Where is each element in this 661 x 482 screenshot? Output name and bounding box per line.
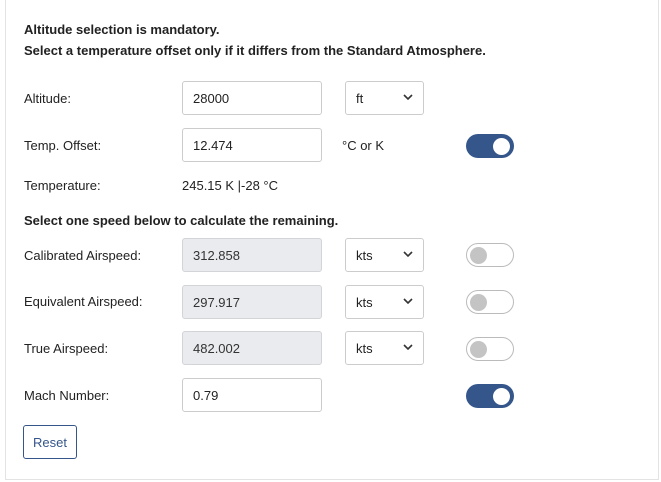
- toggle-knob: [493, 138, 510, 155]
- temp-offset-label: Temp. Offset:: [24, 138, 102, 153]
- equivalent-airspeed-input: [182, 285, 322, 319]
- speed-hint: Select one speed below to calculate the remaining.: [24, 213, 339, 228]
- equivalent-airspeed-unit-select[interactable]: [345, 285, 424, 319]
- true-airspeed-unit-select[interactable]: [345, 331, 424, 365]
- temperature-note: Select a temperature offset only if it differs from the Standard Atmosphere.: [24, 43, 486, 58]
- equivalent-airspeed-label: Equivalent Airspeed:: [24, 294, 143, 309]
- calculator-panel: [5, 0, 659, 480]
- chevron-down-icon: [403, 343, 413, 351]
- calibrated-airspeed-unit-value: kts: [356, 248, 373, 263]
- equivalent-airspeed-toggle[interactable]: [466, 290, 514, 314]
- calibrated-airspeed-input: [182, 238, 322, 272]
- mach-number-input[interactable]: [182, 378, 322, 412]
- calibrated-airspeed-unit-select[interactable]: [345, 238, 424, 272]
- altitude-input[interactable]: [182, 81, 322, 115]
- true-airspeed-label: True Airspeed:: [24, 341, 109, 356]
- true-airspeed-input: [182, 331, 322, 365]
- altitude-unit-value: ft: [356, 91, 364, 106]
- temp-offset-input[interactable]: [182, 128, 322, 162]
- mandatory-note: Altitude selection is mandatory.: [24, 22, 220, 37]
- chevron-down-icon: [403, 93, 413, 101]
- temperature-label: Temperature:: [24, 178, 101, 193]
- reset-button[interactable]: Reset: [23, 425, 77, 459]
- toggle-knob: [470, 294, 487, 311]
- altitude-unit-select[interactable]: [345, 81, 424, 115]
- temp-offset-unit: °C or K: [342, 138, 385, 153]
- toggle-knob: [470, 247, 487, 264]
- altitude-label: Altitude:: [24, 91, 71, 106]
- chevron-down-icon: [403, 250, 413, 258]
- mach-number-toggle[interactable]: [466, 384, 514, 408]
- mach-number-label: Mach Number:: [24, 388, 110, 403]
- calibrated-airspeed-label: Calibrated Airspeed:: [24, 248, 142, 263]
- true-airspeed-unit-value: kts: [356, 341, 373, 356]
- chevron-down-icon: [403, 297, 413, 305]
- temperature-value: 245.15 K |-28 °C: [182, 178, 279, 193]
- equivalent-airspeed-unit-value: kts: [356, 295, 373, 310]
- temp-offset-toggle[interactable]: [466, 134, 514, 158]
- true-airspeed-toggle[interactable]: [466, 337, 514, 361]
- toggle-knob: [493, 388, 510, 405]
- calibrated-airspeed-toggle[interactable]: [466, 243, 514, 267]
- toggle-knob: [470, 341, 487, 358]
